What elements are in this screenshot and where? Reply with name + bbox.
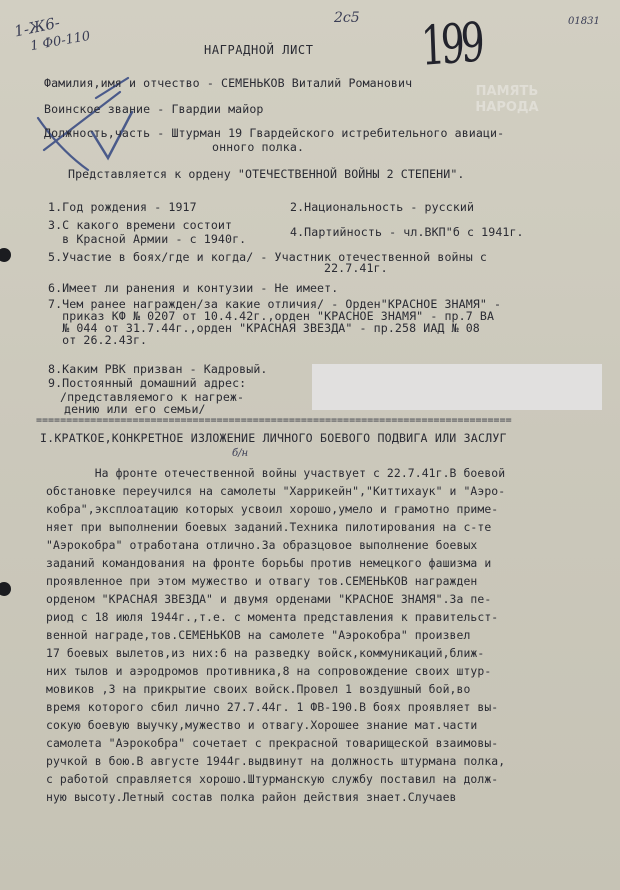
narrative-line: время которого сбил лично 27.7.44г. 1 ФВ-190.В боях проявляет вы- <box>46 700 499 714</box>
item-address-line-3: дению или его семьи/ <box>64 402 206 416</box>
narrative-line: венной награде,тов.СЕМЕНЬКОВ на самолете "Аэрокобра" произвел <box>46 628 471 642</box>
item-combat-line-2: 22.7.41г. <box>324 261 388 275</box>
narrative-line: мовиков ,3 на прикрытие своих войск.Провел 1 воздушный бой,во <box>46 682 471 696</box>
narrative-line: 17 боевых вылетов,из них:6 на разведку войск,коммуникаций,ближ- <box>46 646 485 660</box>
item-awards-line-1: 7.Чем ранее награжден/за какие отличия/ - Орден"КРАСНОЕ ЗНАМЯ" - <box>48 297 502 311</box>
narrative-line: "Аэрокобра" отработана отлично.За образцовое выполнение боевых <box>46 538 478 552</box>
narrative-line: ную высоту.Летный состав полка район действия знает.Случаев <box>46 790 457 804</box>
item-nationality: 2.Национальность - русский <box>290 200 475 214</box>
item-awards-line-2: приказ КФ № 0207 от 10.4.42г.,орден "КРАСНОЕ ЗНАМЯ" - пр.7 ВА <box>48 309 495 323</box>
item-draft-office: 8.Каким РВК призван - Кадровый. <box>48 362 268 376</box>
pen-stroke-left <box>38 78 128 170</box>
field-nominated-award: Представляется к ордену "ОТЕЧЕСТВЕННОЙ ВОЙНЫ 2 СТЕПЕНИ". <box>68 167 465 181</box>
narrative-line: проявленное при этом мужество и отвагу тов.СЕМЕНЬКОВ награжден <box>46 574 478 588</box>
handwritten-big-number: 199 <box>419 10 482 78</box>
handwritten-small-mark: б/н <box>232 448 249 459</box>
narrative-line: орденом "КРАСНАЯ ЗВЕЗДА" и двумя орденами "КРАСНОЕ ЗНАМЯ".За пе- <box>46 592 492 606</box>
item-awards-line-4: от 26.2.43г. <box>48 333 148 347</box>
item-wounds: 6.Имеет ли ранения и контузии - Не имеет. <box>48 281 339 295</box>
redacted-address-block <box>312 364 602 410</box>
narrative-line: риод с 18 июля 1944г.,т.е. с момента представления к правительст- <box>46 610 499 624</box>
handwritten-mark-top-center: 2с5 <box>334 10 360 26</box>
narrative-line: сокую боевую выучку,мужество и отвагу.Хорошее знание мат.части <box>46 718 478 732</box>
field-full-name: Фамилия,имя и отчество - СЕМЕНЬКОВ Виталий Романович <box>44 76 413 90</box>
narrative-line: с работой справляется хорошо.Штурманскую службу поставил на долж- <box>46 772 499 786</box>
item-service-since-line-1: 3.С какого времени состоит <box>48 218 233 232</box>
item-combat-line-1: 5.Участие в боях/где и когда/ - Участник отечественной войны с <box>48 250 487 264</box>
narrative-line: них тылов и аэродромов противника,8 на сопровождение своих штур- <box>46 664 492 678</box>
item-address-line-1: 9.Постоянный домашний адрес: <box>48 376 247 390</box>
document-title: НАГРАДНОЙ ЛИСТ <box>204 43 314 57</box>
handwritten-mark-top-left-2: 1 Ф0-110 <box>29 28 92 55</box>
section-separator: =============================================================================== <box>36 416 512 426</box>
field-position-line-2: онного полка. <box>212 140 305 154</box>
section-heading: I.КРАТКОЕ,КОНКРЕТНОЕ ИЗЛОЖЕНИЕ ЛИЧНОГО БОЕВОГО ПОДВИГА ИЛИ ЗАСЛУГ <box>40 431 507 445</box>
field-position-line-1: Должность,часть - Штурман 19 Гвардейского истребительного авиаци- <box>44 126 505 140</box>
narrative-line: ручкой в бою.В августе 1944г.выдвинут на должность штурмана полка, <box>46 754 506 768</box>
item-party: 4.Партийность - чл.ВКП"б с 1941г. <box>290 225 524 239</box>
narrative-line: кобра",эксплоатацию которых усвоил хорошо,умело и грамотно приме- <box>46 502 499 516</box>
item-service-since-line-2: в Красной Армии - с 1940г. <box>48 232 247 246</box>
item-birth-year: 1.Год рождения - 1917 <box>48 200 197 214</box>
field-military-rank: Воинское звание - Гвардии майор <box>44 102 264 116</box>
narrative-line: заданий командования на фронте борьбы против немецкого фашизма и <box>46 556 492 570</box>
narrative-line: На фронте отечественной войны участвует с 22.7.41г.В боевой <box>46 466 506 480</box>
item-address-line-2: /представляемого к нагреж- <box>60 390 245 404</box>
archive-number: 01831 <box>568 16 600 27</box>
handwritten-mark-top-left-1: 1-Ж6- <box>12 13 62 41</box>
narrative-line: самолета "Аэрокобра" сочетает с прекрасной товарищеской взаимовы- <box>46 736 499 750</box>
watermark-line-2: НАРОДА <box>475 100 539 115</box>
item-awards-line-3: № 044 от 31.7.44г.,орден "КРАСНАЯ ЗВЕЗДА" - пр.258 ИАД № 08 <box>48 321 480 335</box>
watermark-line-1: ПАМЯТЬ <box>475 84 539 99</box>
narrative-line: няет при выполнении боевых заданий.Техника пилотирования на с-те <box>46 520 492 534</box>
narrative-line: обстановке переучился на самолеты "Харрикейн","Киттихаук" и "Аэро- <box>46 484 506 498</box>
